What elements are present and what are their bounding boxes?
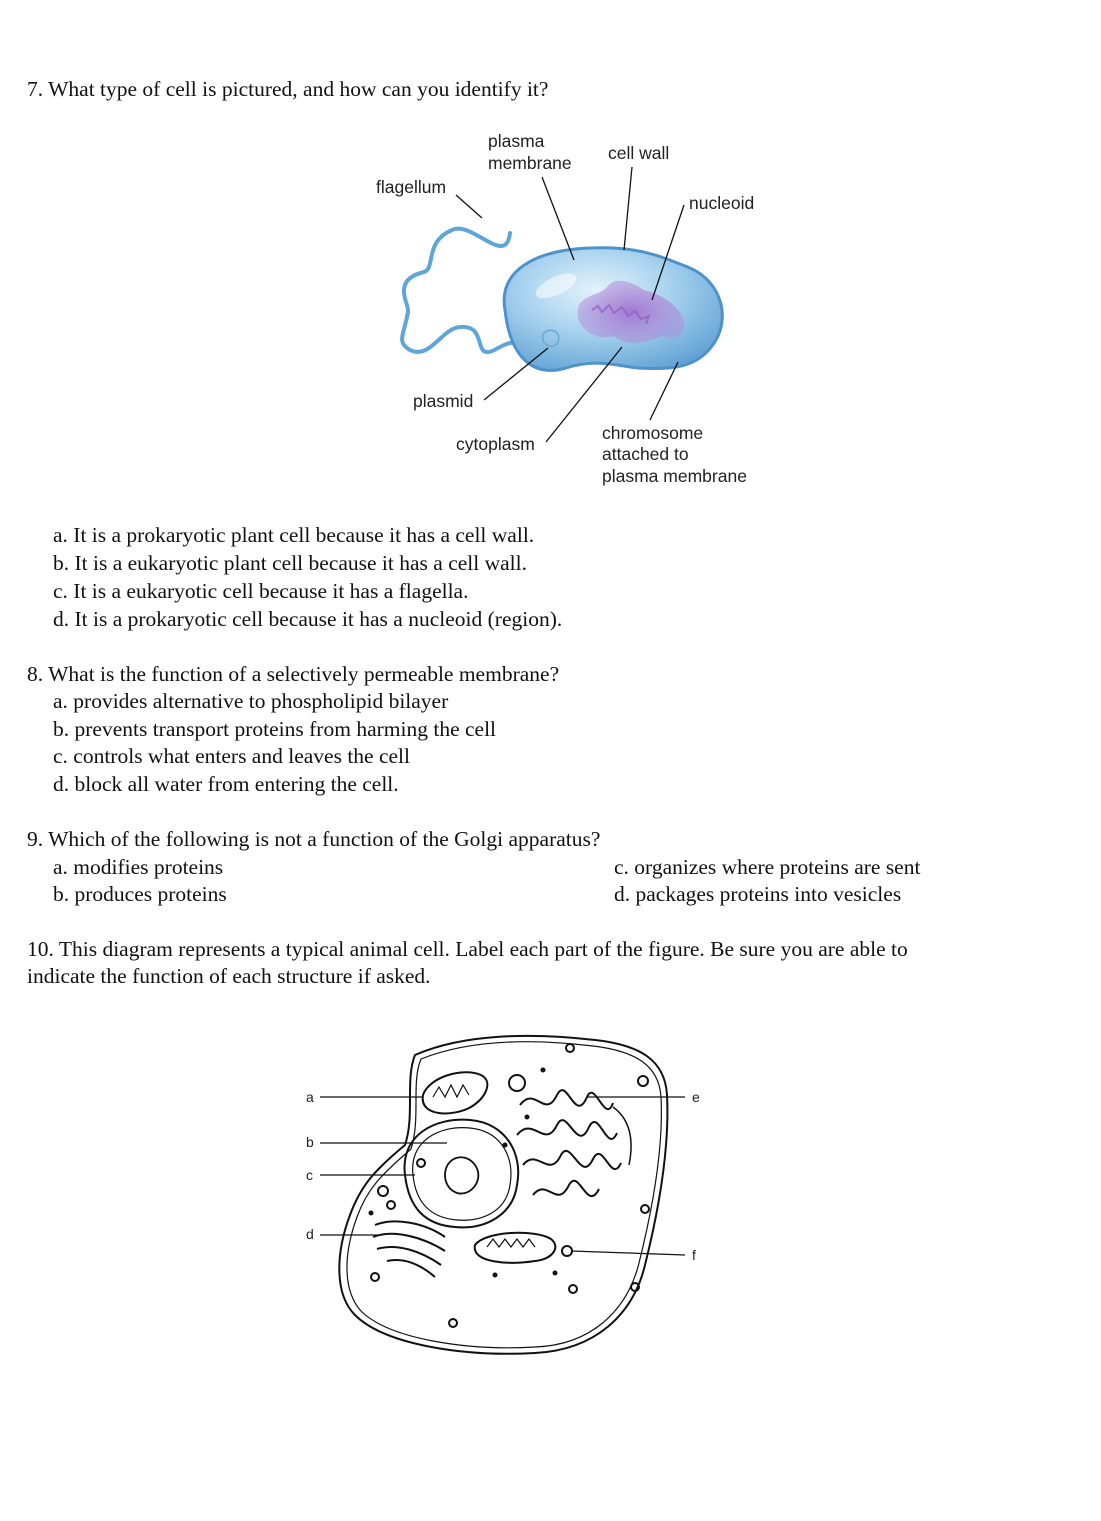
q8-option-d: d. block all water from entering the cell. — [53, 772, 399, 796]
label-e: e — [692, 1089, 700, 1105]
label-f: f — [692, 1247, 696, 1263]
q9-option-a: a. modifies proteins — [53, 855, 224, 879]
q9-option-d: d. packages proteins into vesicles — [614, 882, 902, 906]
label-c: c — [306, 1167, 313, 1183]
label-chromosome-3: plasma membrane — [602, 466, 747, 486]
prokaryotic-cell-diagram — [360, 120, 820, 500]
nucleolus-shape — [445, 1157, 478, 1193]
label-nucleoid: nucleoid — [689, 193, 755, 213]
q10-question-line1: 10. This diagram represents a typical animal cell. Label each part of the figure. Be sure you are able to — [27, 937, 908, 961]
label-flagellum: flagellum — [376, 177, 447, 197]
label-chromosome-2: attached to — [602, 444, 689, 464]
label-plasma-membrane-2: membrane — [488, 153, 572, 173]
label-d: d — [306, 1226, 314, 1242]
label-cytoplasm: cytoplasm — [456, 434, 535, 454]
label-plasma-membrane-1: plasma — [488, 131, 545, 151]
q8-question: 8. What is the function of a selectively permeable membrane? — [27, 662, 560, 686]
q7-option-a: a. It is a prokaryotic plant cell because it has a cell wall. — [53, 523, 535, 547]
q8-option-a: a. provides alternative to phospholipid bilayer — [53, 689, 449, 713]
q9-option-c: c. organizes where proteins are sent — [614, 855, 921, 879]
animal-cell-diagram — [295, 1025, 715, 1365]
q9-option-b: b. produces proteins — [53, 882, 227, 906]
q7-question: 7. What type of cell is pictured, and how can you identify it? — [27, 77, 549, 101]
q7-option-c: c. It is a eukaryotic cell because it has a flagella. — [53, 579, 469, 603]
q7-option-d: d. It is a prokaryotic cell because it has a nucleoid (region). — [53, 607, 563, 631]
q7-option-b: b. It is a eukaryotic plant cell because it has a cell wall. — [53, 551, 528, 575]
label-a: a — [306, 1089, 314, 1105]
q10-question-line2: indicate the function of each structure if asked. — [27, 964, 431, 988]
label-b: b — [306, 1134, 314, 1150]
q8-option-b: b. prevents transport proteins from harming the cell — [53, 717, 497, 741]
label-plasmid: plasmid — [413, 391, 474, 411]
label-chromosome-1: chromosome — [602, 423, 704, 443]
q9-question: 9. Which of the following is not a function of the Golgi apparatus? — [27, 827, 601, 851]
nucleus-envelope-shape — [405, 1120, 519, 1228]
q8-option-c: c. controls what enters and leaves the cell — [53, 744, 410, 768]
label-cell-wall: cell wall — [608, 143, 670, 163]
